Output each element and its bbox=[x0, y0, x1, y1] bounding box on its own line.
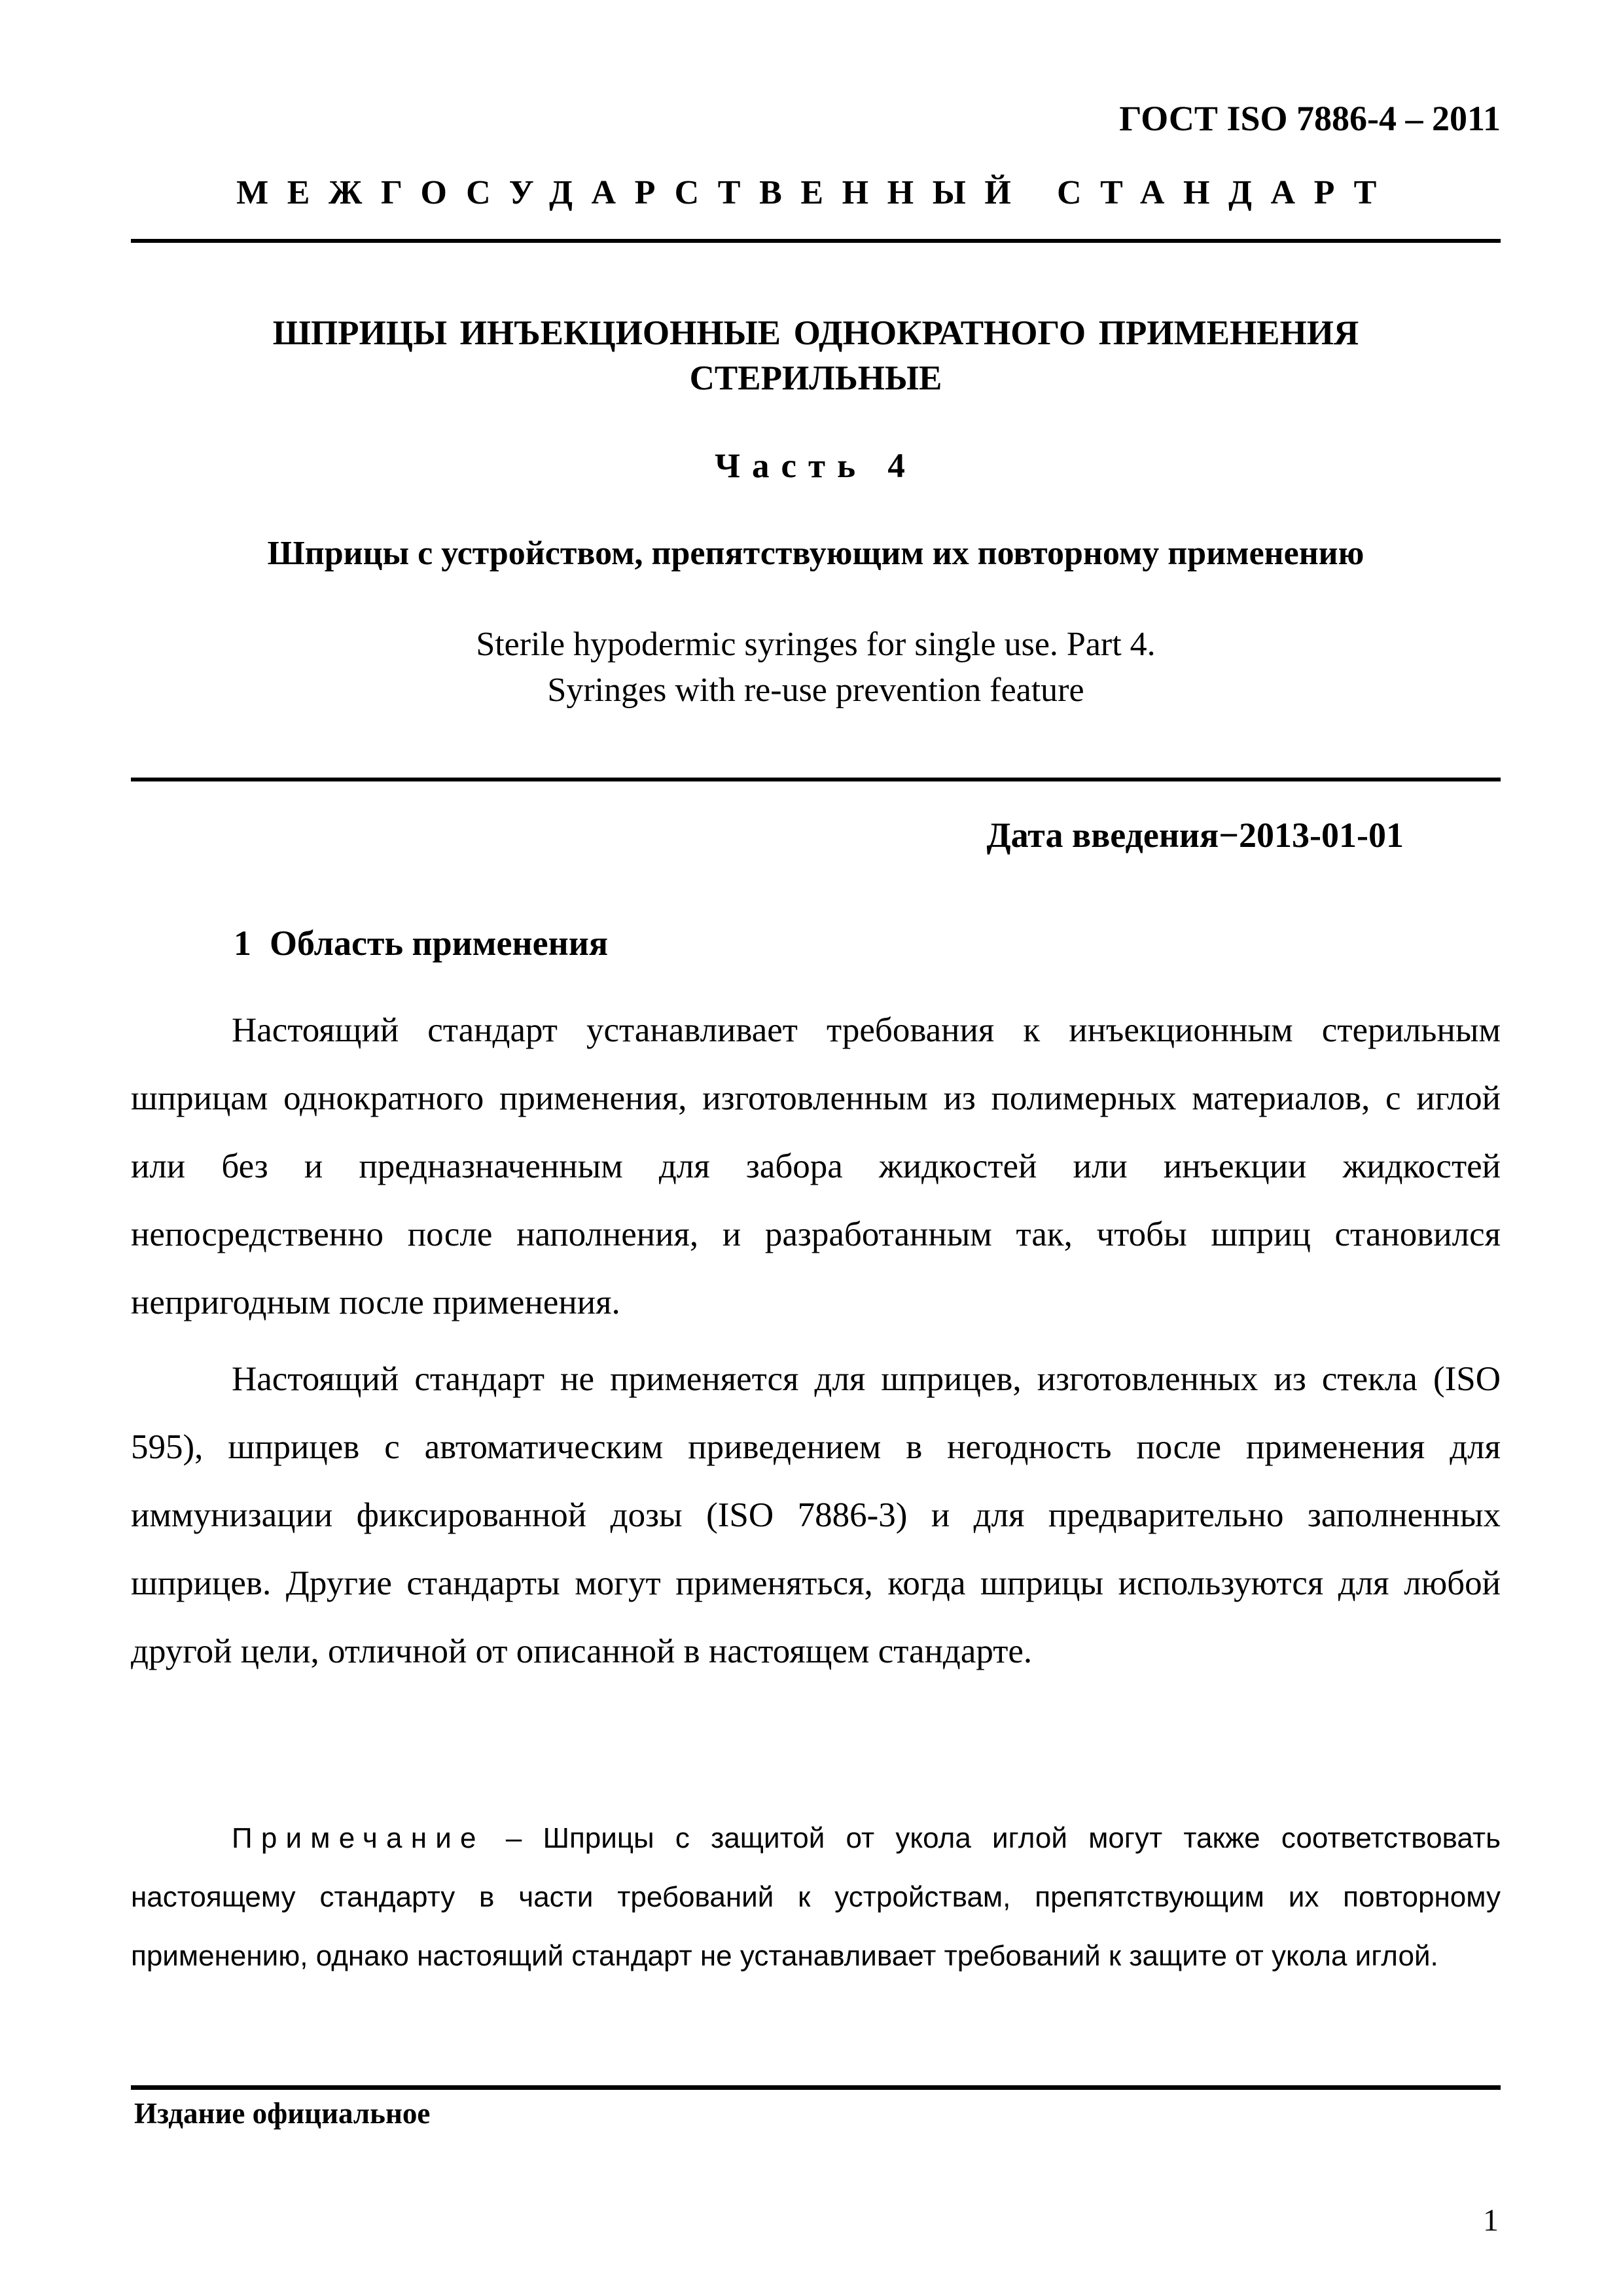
title-divider bbox=[131, 778, 1501, 781]
standard-type: МЕЖГОСУДАРСТВЕННЫЙ СТАНДАРТ bbox=[236, 174, 1395, 211]
note bbox=[131, 1809, 1501, 1986]
footer-divider bbox=[131, 2085, 1501, 2090]
scope-paragraph-2: Настоящий стандарт не применяется для шприцев, изготовленных из стекла (ISO 595), шприцев с автоматическим приведением в негодность после применения для иммунизации фиксированной дозы (ISO 7886-3) и для предварительно заполненных шприцев. Другие стандарты могут применяться, когда шприцы используются для любой другой цели, отличной от описанной в настоящем стандарте. bbox=[131, 1360, 1501, 1670]
part-label: Часть 4 bbox=[715, 447, 917, 485]
section-heading bbox=[234, 923, 608, 963]
english-title bbox=[131, 622, 1501, 713]
header-divider bbox=[131, 239, 1501, 243]
page-number: 1 bbox=[1483, 2203, 1499, 2238]
document-title bbox=[131, 311, 1501, 401]
section-title: Область применения bbox=[270, 924, 609, 963]
section-number: 1 bbox=[234, 924, 251, 963]
standard-id: ГОСТ ISO 7886-4 – 2011 bbox=[1119, 99, 1501, 138]
title-line-1: ШПРИЦЫ ИНЪЕКЦИОННЫЕ ОДНОКРАТНОГО ПРИМЕНЕНИЯ bbox=[272, 314, 1359, 352]
edition-label: Издание официальное bbox=[134, 2097, 431, 2130]
document-subtitle: Шприцы с устройством, препятствующим их повторному применению bbox=[267, 535, 1364, 572]
scope-paragraph-1: Настоящий стандарт устанавливает требования к инъекционным стерильным шприцам однократного применения, изготовленным из полимерных материалов, с иглой или без и предназначенным для забора жидкостей или инъекции жидкостей непосредственно после наполнения, и разработанным так, чтобы шприц становился непригодным после применения. bbox=[131, 1011, 1501, 1321]
note-label: Примечание bbox=[232, 1822, 485, 1854]
english-title-line-1: Sterile hypodermic syringes for single use. Part 4. bbox=[476, 626, 1156, 663]
note-text: – Шприцы с защитой от укола иглой могут также соответствовать настоящему стандарту в части требований к устройствам, препятствующим их повторному применению, однако настоящий стандарт не устанавливает требований к защите от укола иглой. bbox=[131, 1822, 1501, 1972]
english-title-line-2: Syringes with re-use prevention feature bbox=[547, 672, 1084, 709]
title-line-2: СТЕРИЛЬНЫЕ bbox=[689, 359, 942, 397]
date-of-introduction: Дата введения−2013-01-01 bbox=[986, 816, 1404, 855]
